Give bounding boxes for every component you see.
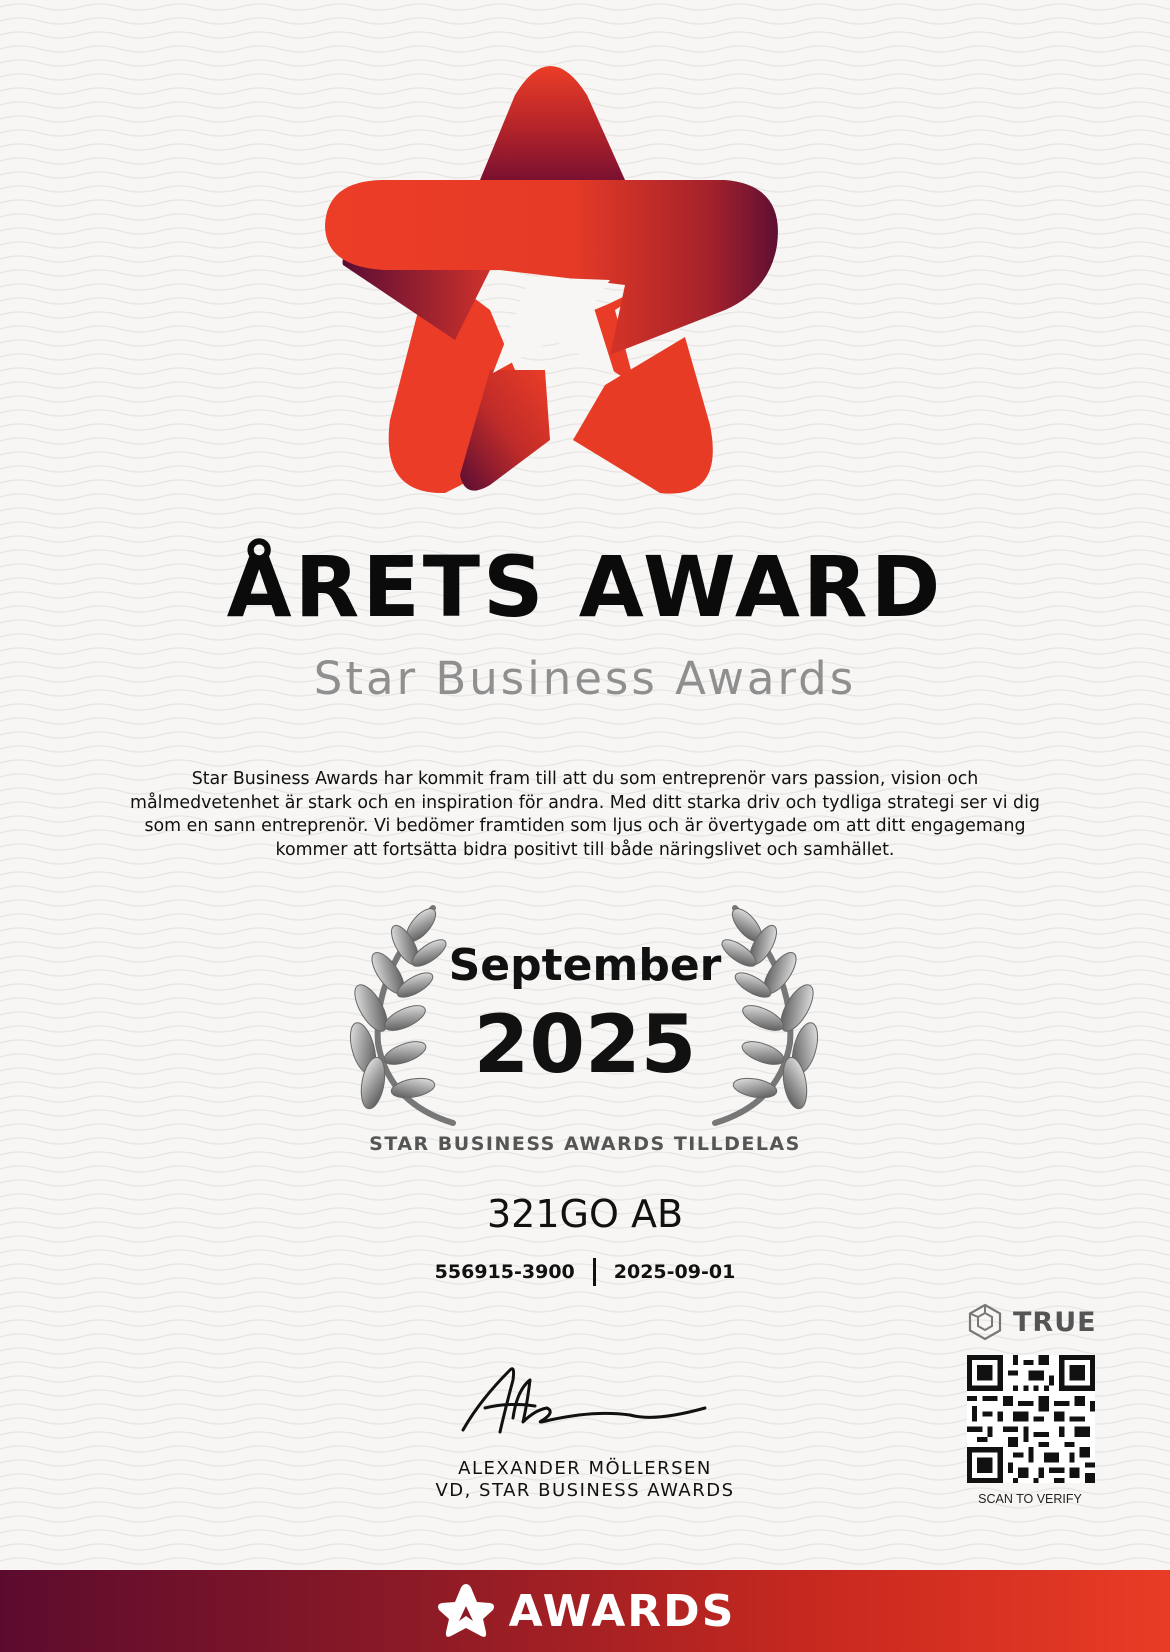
true-logo xyxy=(965,1300,1105,1344)
award-subtitle: Star Business Awards xyxy=(313,652,857,705)
footer-bar xyxy=(0,1570,1170,1652)
handwritten-signature xyxy=(455,1360,715,1440)
meta-divider xyxy=(593,1258,596,1286)
award-title: ÅRETS AWARD xyxy=(226,538,944,636)
signatory-name: ALEXANDER MÖLLERSEN xyxy=(458,1458,712,1479)
footer-label: AWARDS xyxy=(508,1585,736,1637)
recipient-company: 321GO AB xyxy=(486,1192,684,1236)
recipient-meta xyxy=(0,1258,1170,1286)
star-ribbon-icon xyxy=(325,55,825,535)
true-hexagon-icon xyxy=(965,1302,1005,1342)
footer-brand xyxy=(0,1570,1170,1652)
signatory-role: VD, STAR BUSINESS AWARDS xyxy=(435,1480,735,1501)
verification-block[interactable] xyxy=(960,1300,1100,1510)
scan-to-verify-label: SCAN TO VERIFY xyxy=(978,1492,1082,1506)
org-number: 556915-3900 xyxy=(434,1261,575,1283)
award-month: September xyxy=(448,940,722,991)
award-date: 2025-09-01 xyxy=(613,1261,736,1283)
award-description: Star Business Awards har kommit fram till att du som entreprenör vars passion, vision och målmedvetenhet är stark och en inspiration för andra. Med ditt starka driv och tydliga strategi ser vi dig som en sann entreprenör. Vi bedömer framtiden som ljus och är övertygade om att ditt engagemang kommer att fortsätta bidra positivt till både näringslivet och samhället. xyxy=(130,769,1040,860)
qr-code-icon[interactable] xyxy=(967,1355,1095,1483)
awarded-to-label: STAR BUSINESS AWARDS TILLDELAS xyxy=(369,1133,801,1155)
award-year: 2025 xyxy=(473,998,697,1091)
true-brand: TRUE xyxy=(1013,1306,1097,1338)
star-icon xyxy=(435,1581,497,1641)
